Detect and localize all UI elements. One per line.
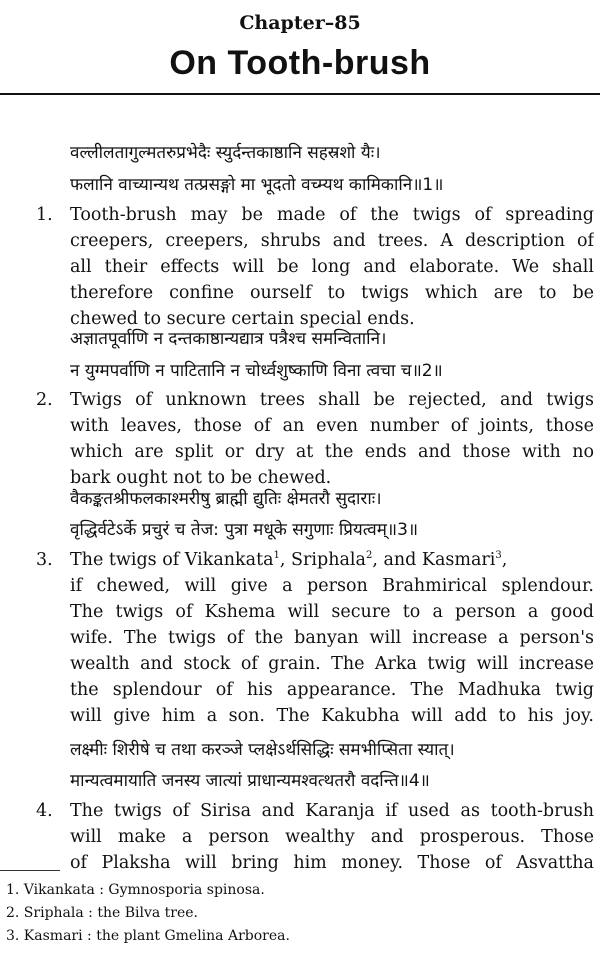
footnote-3: 3. Kasmari : the plant Gmelina Arborea. xyxy=(6,928,290,944)
paragraph-line: creepers, creepers, shrubs and trees. A description of xyxy=(70,231,594,251)
paragraph-line: bark ought not to be chewed. xyxy=(70,468,332,488)
sanskrit-verse-1-line-2: फलानि वाच्यान्यथ तत्प्रसङ्गो मा भूदतो वच्म्यथ कामिकानि॥1॥ xyxy=(70,175,444,195)
paragraph-line: Twigs of unknown trees shall be rejected, and twigs xyxy=(70,390,594,410)
paragraph-line: The twigs of Sirisa and Karanja if used as tooth-brush xyxy=(70,801,594,821)
paragraph-line: therefore confine ourself to twigs which are to be xyxy=(70,283,594,303)
sanskrit-verse-2-line-2: न युग्मपर्वाणि न पाटितानि न चोर्ध्वशुष्काणि विना त्वचा च॥2॥ xyxy=(70,361,443,381)
paragraph-line: will make a person wealthy and prosperous. Those xyxy=(70,827,594,847)
paragraph-line: chewed to secure certain special ends. xyxy=(70,309,415,329)
sanskrit-verse-3-line-1: वैकङ्कतश्रीफलकाश्मरीषु ब्राह्मी द्युतिः क्षेमतरौ सुदाराः। xyxy=(70,489,382,509)
sanskrit-verse-3-line-2: वृद्धिर्वटेऽर्के प्रचुरं च तेज: पुत्रा मधूके सगुणाः प्रियत्वम्॥3॥ xyxy=(70,520,419,540)
sanskrit-verse-2-line-1: अज्ञातपूर्वाणि न दन्तकाष्ठान्यद्यात्र पत्रैश्च समन्वितानि। xyxy=(70,329,387,349)
footnote-2: 2. Sriphala : the Bilva tree. xyxy=(6,905,199,921)
paragraph-line: Tooth-brush may be made of the twigs of spreading xyxy=(70,205,594,225)
paragraph-number: 4. xyxy=(36,801,53,821)
paragraph-line: The twigs of Kshema will secure to a person a good xyxy=(70,602,594,622)
text-run: , and Kasmari xyxy=(372,550,496,570)
sanskrit-verse-4-line-2: मान्यत्वमायाति जनस्य जात्यां प्राधान्यमश्वत्थतरौ वदन्ति॥4॥ xyxy=(70,771,430,791)
footnote-ref-2: 2 xyxy=(365,550,373,562)
footnote-1: 1. Vikankata : Gymnosporia spinosa. xyxy=(6,882,265,898)
paragraph-line: which are split or dry at the ends and those with no xyxy=(70,442,594,462)
paragraph-line: of Plaksha will bring him money. Those of Asvattha xyxy=(70,853,594,873)
paragraph-line: wealth and stock of grain. The Arka twig will increase xyxy=(70,654,594,674)
footnote-ref-1: 1 xyxy=(273,550,280,562)
paragraph-number: 1. xyxy=(36,205,53,225)
page-title: On Tooth-brush xyxy=(169,44,431,82)
paragraph-line: with leaves, those of an even number of joints, those xyxy=(70,416,594,436)
footnote-rule xyxy=(0,870,60,871)
paragraph-number: 3. xyxy=(36,550,53,570)
paragraph-line: the splendour of his appearance. The Madhuka twig xyxy=(70,680,594,700)
footnote-ref-3: 3 xyxy=(495,550,502,562)
paragraph-line xyxy=(70,547,507,573)
paragraph-line: wife. The twigs of the banyan will increase a person's xyxy=(70,628,594,648)
text-run: , xyxy=(501,550,508,570)
sanskrit-verse-1-line-1: वल्लीलतागुल्मतरुप्रभेदैः स्युर्दन्तकाष्ठानि सहस्रशो यैः। xyxy=(70,143,381,163)
paragraph-number: 2. xyxy=(36,390,53,410)
paragraph-line: will give him a son. The Kakubha will add to his joy. xyxy=(70,706,594,726)
paragraph-line: if chewed, will give a person Brahmirical splendour. xyxy=(70,576,594,596)
paragraph-line: all their effects will be long and elaborate. We shall xyxy=(70,257,594,277)
sanskrit-verse-4-line-1: लक्ष्मीः शिरीषे च तथा करञ्जे प्लक्षेऽर्थसिद्धिः समभीप्सिता स्यात्। xyxy=(70,740,455,760)
text-run: , Sriphala xyxy=(279,550,366,570)
chapter-label: Chapter–85 xyxy=(239,12,361,34)
text-run: The twigs of Vikankata xyxy=(70,550,274,570)
header-rule xyxy=(0,93,600,95)
